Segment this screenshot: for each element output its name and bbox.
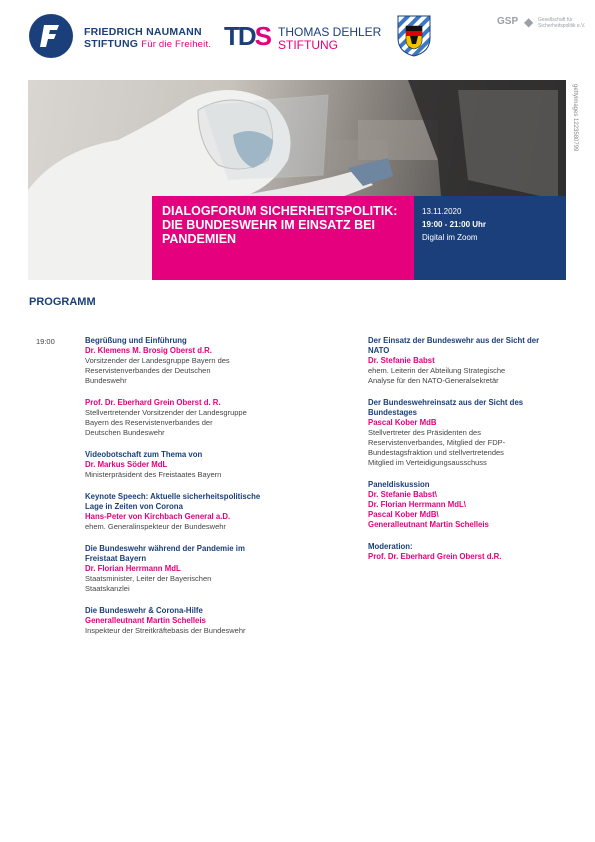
programm-item-role: Bundestagsfraktion und stellvertretendes [368,448,504,457]
programm-heading: PROGRAMM [29,296,96,308]
programm-item-role: Mitglied im Verteidigungsausschuss [368,458,487,467]
programm-item-role: Stellvertretender Vorsitzender der Landesgruppe [85,408,247,417]
programm-item-title: Videobotschaft zum Thema von [85,450,203,459]
fnf-wordmark [84,26,211,51]
programm-column-left [85,336,295,648]
programm-item-role: Inspekteur der Streitkräftebasis der Bundeswehr [85,626,246,635]
programm-item [85,336,295,386]
programm-item-role: Reservistenverbandes, Mitglied der FDP- [368,438,506,447]
programm-item-speaker: Pascal Kober MdB [368,418,437,427]
tds-line1: THOMAS DEHLER [278,25,382,39]
programm-item-title: Moderation: [368,542,413,551]
programm-item-speaker: Dr. Markus Söder MdL [85,460,168,469]
programm-column-right [368,336,578,574]
programm-item [85,606,295,636]
programm-item-speaker: Generalleutnant Martin Schelleis [85,616,206,625]
tds-line2: STIFTUNG [278,38,338,52]
programm-item-speaker: Dr. Klemens M. Brosig Oberst d.R. [85,346,212,355]
programm-item-role: ehem. Generalinspekteur der Bundeswehr [85,522,226,531]
fnf-logo-icon [29,14,73,58]
programm-item [368,398,578,468]
fnf-tagline: Für die Freiheit. [141,39,212,50]
programm-item-title: Keynote Speech: Aktuelle sicherheitspolitische [85,492,261,501]
tds-wordmark [278,26,381,52]
event-title-line: PANDEMIEN [162,232,237,246]
start-time: 19:00 [36,337,55,346]
programm-item [85,492,295,532]
programm-item [85,544,295,594]
programm-item [85,450,295,480]
programm-item-title: Die Bundeswehr während der Pandemie im [85,544,245,553]
programm-item-speaker: Dr. Stefanie Babst [368,356,435,365]
programm-item-role: Vorsitzender der Landesgruppe Bayern des [85,356,230,365]
programm-item-title: Begrüßung und Einführung [85,336,187,345]
programm-item-speaker: Dr. Stefanie Babst\ [368,490,437,499]
event-title-line: DIE BUNDESWEHR IM EINSATZ BEI [162,218,375,232]
programm-item-speaker: Prof. Dr. Eberhard Grein Oberst d.R. [368,552,502,561]
gsp-logo-text: GSP [497,16,519,27]
fnf-line1: FRIEDRICH NAUMANN [84,26,202,38]
event-date: 13.11.2020 [422,207,462,216]
programm-item-role: Staatskanzlei [85,584,130,593]
programm-item [85,398,295,438]
programm-item [368,480,578,530]
gsp-logo-icon: ◆ [524,15,534,29]
programm-item-role: Analyse für den NATO-Generalsekretär [368,376,499,385]
programm-item-speaker: Hans-Peter von Kirchbach General a.D. [85,512,231,521]
programm-item-speaker: Prof. Dr. Eberhard Grein Oberst d. R. [85,398,221,407]
event-title-line: DIALOGFORUM SICHERHEITSPOLITIK: [162,204,398,218]
programm-item-speaker: Dr. Florian Herrmann MdL [85,564,181,573]
programm-item-speaker: Pascal Kober MdB\ [368,510,439,519]
programm-item [368,542,578,562]
programm-item [368,336,578,386]
programm-item-role: Staatsminister, Leiter der Bayerischen [85,574,212,583]
programm-item-role: Bayern des Reservistenverbandes der [85,418,213,427]
programm-item-role: Bundeswehr [85,376,127,385]
tds-logo-icon: TDS [224,21,271,51]
event-info-box [414,196,566,280]
programm-item-role: Ministerpräsident des Freistaates Bayern [85,470,222,479]
programm-item-title: Der Einsatz der Bundeswehr aus der Sicht der [368,336,540,345]
programm-item-speaker: Dr. Florian Herrmann MdL\ [368,500,466,509]
programm-item-title: Bundestages [368,408,417,417]
programm-item-role: Deutschen Bundeswehr [85,428,165,437]
programm-item-role: ehem. Leiterin der Abteilung Strategische [368,366,506,375]
programm-item-title: Der Bundeswehreinsatz aus der Sicht des [368,398,524,407]
gsp-subtitle: Gesellschaft für Sicherheitspolitik e.V. [538,17,586,29]
programm-item-title: Die Bundeswehr & Corona-Hilfe [85,606,203,615]
programm-item-title: NATO [368,346,390,355]
programm-item-title: Freistaat Bayern [85,554,147,563]
programm-item-title: Lage in Zeiten von Corona [85,502,183,511]
programm-item-role: Reservistenverbandes der Deutschen [85,366,211,375]
photo-credit: gettyimages 1223580799 [572,84,578,152]
programm-item-speaker: Generalleutnant Martin Schelleis [368,520,489,529]
event-time: 19:00 - 21:00 Uhr [422,220,487,229]
event-title-box [152,196,414,280]
programm-item-role: Stellvertreter des Präsidenten des [368,428,481,437]
bavaria-crest-icon [396,14,432,58]
event-format: Digital im Zoom [422,233,478,242]
fnf-line2: STIFTUNG [84,38,139,50]
programm-item-title: Paneldiskussion [368,480,430,489]
